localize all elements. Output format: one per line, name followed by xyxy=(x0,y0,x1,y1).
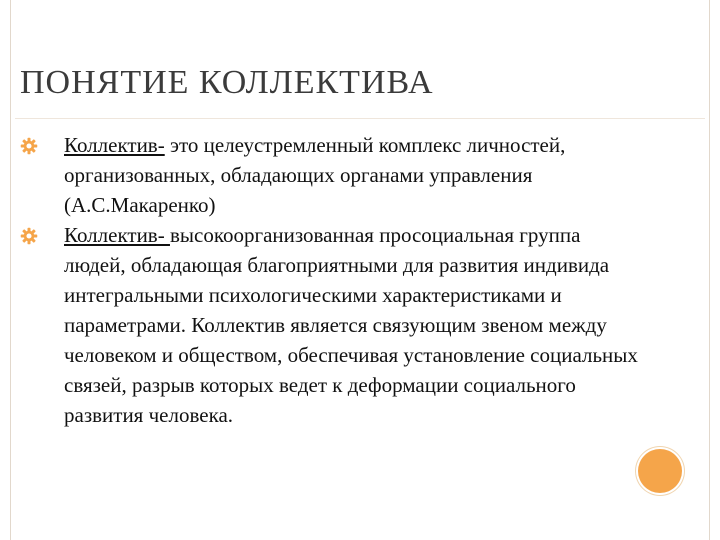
bullet-list xyxy=(20,130,640,430)
bullet-term: Коллектив- xyxy=(64,133,165,157)
bullet-item xyxy=(20,130,640,220)
slide-title: ПОНЯТИЕ КОЛЛЕКТИВА xyxy=(20,64,434,101)
bullet-item xyxy=(20,220,640,430)
orange-circle-decoration xyxy=(638,449,682,493)
bullet-text: это целеустремленный комплекс личностей, организованных, обладающих органами управления (А.С.Макаренко) xyxy=(64,133,566,217)
gear-bullet-icon xyxy=(20,227,38,245)
gear-bullet-icon xyxy=(20,137,38,155)
bullet-text: высокоорганизованная просоциальная группа людей, обладающая благоприятными для развития индивида интегральными психологическими характеристиками и параметрами. Коллектив является связующим звеном между человеком и обществом, обеспечивая установление социальных связей, разрыв которых ведет к деформации социального развития человека. xyxy=(64,223,638,427)
title-divider xyxy=(15,118,705,119)
bullet-term: Коллектив- xyxy=(64,223,170,247)
